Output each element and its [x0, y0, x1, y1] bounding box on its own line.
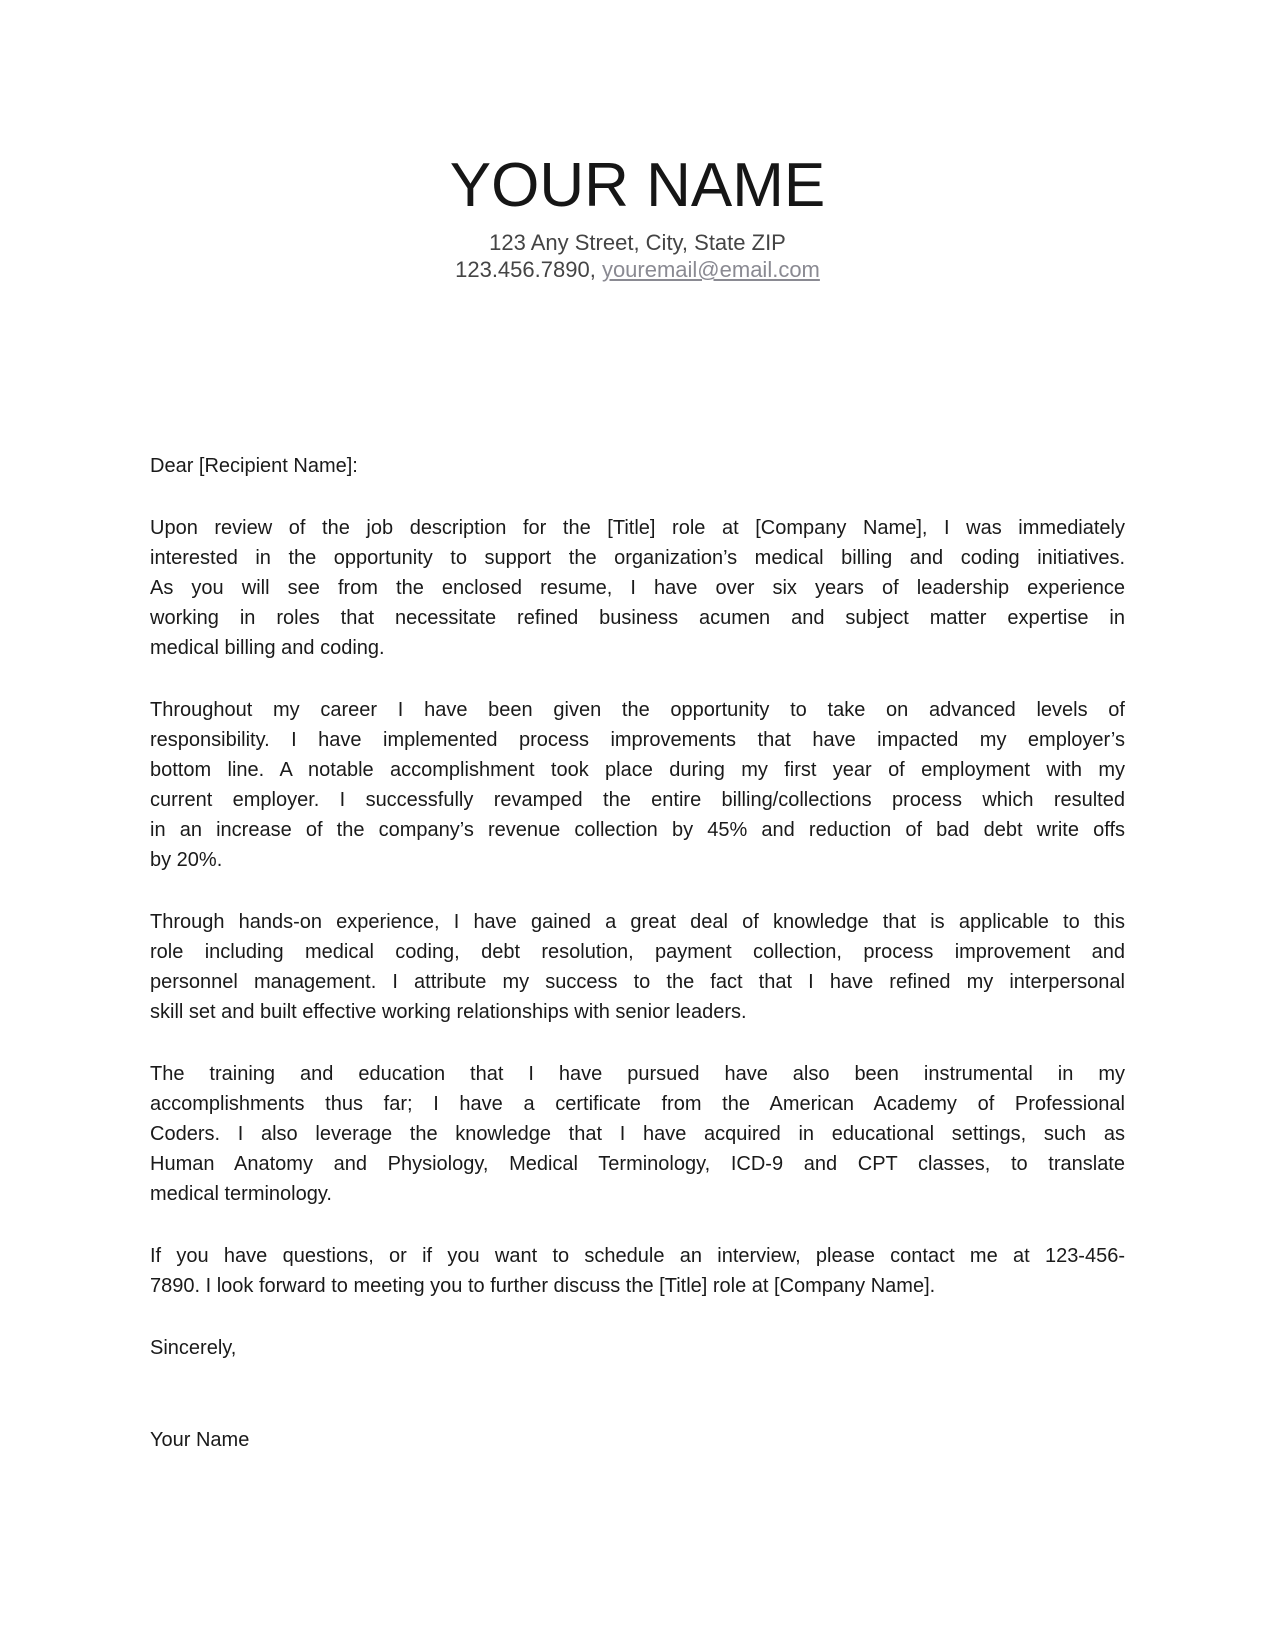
contact-block: [150, 229, 1125, 283]
phone-number: 123.456.7890,: [455, 257, 596, 282]
text-line: working in roles that necessitate refined business acumen and subject matter expertise in: [150, 607, 1125, 629]
text-line: responsibility. I have implemented process improvements that have impacted my employer’s: [150, 729, 1125, 751]
text-line: interested in the opportunity to support the organization’s medical billing and coding initiatives.: [150, 547, 1125, 569]
letter-body: [150, 451, 1125, 1455]
email-link[interactable]: youremail@email.com: [601, 257, 820, 282]
text-line: bottom line. A notable accomplishment took place during my first year of employment with my: [150, 759, 1125, 781]
paragraph: [150, 1059, 1125, 1209]
text-line: personnel management. I attribute my success to the fact that I have refined my interpersonal: [150, 971, 1125, 993]
text-line: Coders. I also leverage the knowledge that I have acquired in educational settings, such as: [150, 1123, 1125, 1145]
text-line: As you will see from the enclosed resume, I have over six years of leadership experience: [150, 577, 1125, 599]
text-line: current employer. I successfully revamped the entire billing/collections process which resulted: [150, 789, 1125, 811]
address-line: 123 Any Street, City, State ZIP: [489, 230, 786, 255]
text-line: Upon review of the job description for the [Title] role at [Company Name], I was immediately: [150, 517, 1125, 539]
closing: Sincerely,: [150, 1337, 237, 1359]
paragraph: [150, 513, 1125, 663]
text-line: medical terminology.: [150, 1183, 332, 1205]
text-line: in an increase of the company’s revenue collection by 45% and reduction of bad debt write offs: [150, 819, 1125, 841]
text-line: Throughout my career I have been given the opportunity to take on advanced levels of: [150, 699, 1125, 721]
page-title: YOUR NAME: [449, 151, 826, 220]
text-line: Through hands-on experience, I have gained a great deal of knowledge that is applicable to this: [150, 911, 1125, 933]
text-line: If you have questions, or if you want to schedule an interview, please contact me at 123-456-: [150, 1245, 1125, 1267]
paragraph: [150, 907, 1125, 1027]
text-line: by 20%.: [150, 849, 223, 871]
text-line: role including medical coding, debt resolution, payment collection, process improvement and: [150, 941, 1125, 963]
text-line: accomplishments thus far; I have a certificate from the American Academy of Professional: [150, 1093, 1125, 1115]
signature-name: Your Name: [150, 1429, 250, 1451]
text-line: 7890. I look forward to meeting you to further discuss the [Title] role at [Company Name].: [150, 1275, 936, 1297]
text-line: The training and education that I have pursued have also been instrumental in my: [150, 1063, 1125, 1085]
paragraph: [150, 1241, 1125, 1301]
text-line: medical billing and coding.: [150, 637, 385, 659]
text-line: skill set and built effective working relationships with senior leaders.: [150, 1001, 747, 1023]
paragraph: [150, 695, 1125, 875]
text-line: Human Anatomy and Physiology, Medical Terminology, ICD-9 and CPT classes, to translate: [150, 1153, 1125, 1175]
salutation: Dear [Recipient Name]:: [150, 455, 358, 477]
phone-email-line: [150, 256, 1125, 283]
